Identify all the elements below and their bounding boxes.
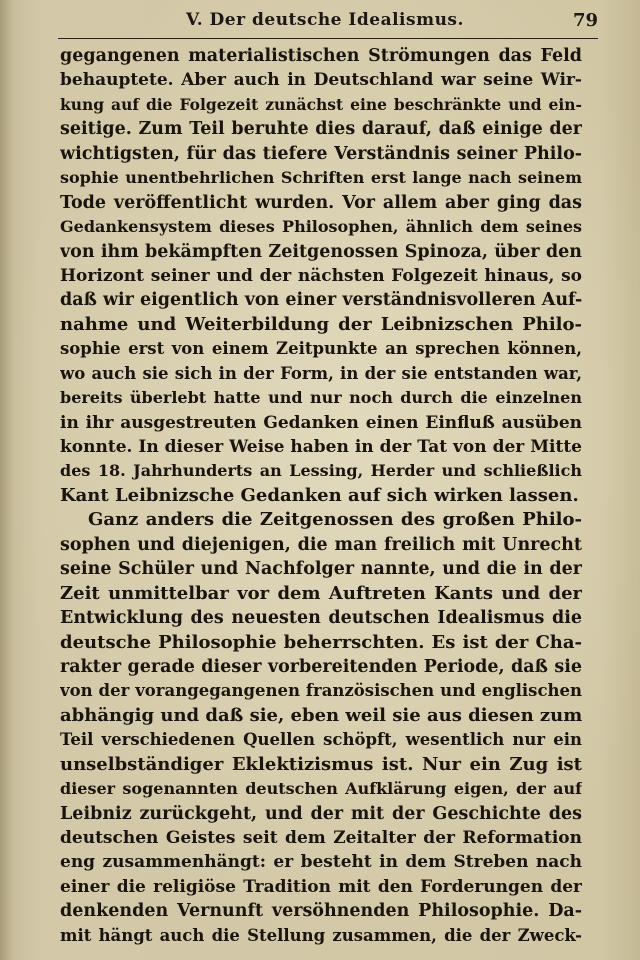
text-line: sophie unentbehrlichen Schriften erst lange nach seinem	[60, 168, 582, 188]
text-line: wo auch sie sich in der Form, in der sie entstanden war,	[60, 363, 582, 383]
text-line: kung auf die Folgezeit zunächst eine beschränkte und ein-	[60, 94, 582, 114]
text-line: Teil verschiedenen Quellen schöpft, wesentlich nur ein	[60, 730, 582, 750]
text-line: wichtigsten, für das tiefere Verständnis seiner Philo-	[60, 143, 582, 164]
text-line: sophie erst von einem Zeitpunkte an sprechen können,	[60, 339, 582, 359]
text-line: mit hängt auch die Stellung zusammen, die der Zweck-	[60, 925, 582, 945]
text-line: einer die religiöse Tradition mit den Forderungen der	[60, 876, 582, 897]
text-line: seine Schüler und Nachfolger nannte, und die in der	[60, 559, 582, 580]
text-line: von der vorangegangenen französischen und englischen	[60, 681, 582, 701]
paragraph-1	[60, 44, 582, 508]
section-title: V. Der deutsche Idealismus.	[186, 10, 464, 30]
text-line: rakter gerade dieser vorbereitenden Periode, daß sie	[60, 656, 582, 677]
text-line: bereits überlebt hatte und nur noch durch die einzelnen	[60, 388, 582, 408]
text-line: Kant Leibnizsche Gedanken auf sich wirken lassen.	[60, 484, 579, 506]
text-line: Gedankensystem dieses Philosophen, ähnlich dem seines	[60, 217, 582, 237]
text-line: sophen und diejenigen, die man freilich mit Unrecht	[60, 534, 582, 555]
header-rule	[58, 38, 598, 39]
text-line: abhängig und daß sie, eben weil sie aus diesen zum	[60, 704, 582, 726]
text-line: nahme und Weiterbildung der Leibnizschen Philo-	[60, 313, 582, 335]
running-header	[58, 8, 598, 32]
text-line: Zeit unmittelbar vor dem Auftreten Kants und der	[60, 582, 582, 604]
text-line: eng zusammenhängt: er besteht in dem Streben nach	[60, 852, 582, 873]
text-line: in ihr ausgestreuten Gedanken einen Einfluß ausüben	[60, 412, 582, 433]
text-line: seitige. Zum Teil beruhte dies darauf, daß einige der	[60, 119, 582, 140]
text-line: Ganz anders die Zeitgenossen des großen Philo-	[88, 509, 582, 531]
text-line: gegangenen materialistischen Strömungen das Feld	[60, 46, 582, 66]
text-line: des 18. Jahrhunderts an Lessing, Herder und schließlich	[60, 461, 582, 481]
body-text	[60, 44, 582, 948]
text-line: Tode veröffentlicht wurden. Vor allem aber ging das	[60, 192, 582, 213]
page-number: 79	[572, 10, 598, 31]
text-line: deutschen Geistes seit dem Zeitalter der Reformation	[60, 828, 582, 848]
text-line: unselbständiger Eklektizismus ist. Nur ein Zug ist	[60, 753, 582, 775]
text-line: daß wir eigentlich von einer verständnisvolleren Auf-	[60, 290, 582, 311]
text-line: dieser sogenannten deutschen Aufklärung eigen, der auf	[60, 779, 582, 799]
text-line: konnte. In dieser Weise haben in der Tat von der Mitte	[60, 437, 582, 457]
text-line: denkenden Vernunft versöhnenden Philosophie. Da-	[60, 901, 582, 922]
text-line: Entwicklung des neuesten deutschen Idealismus die	[60, 608, 582, 629]
text-line: Leibniz zurückgeht, und der mit der Geschichte des	[60, 803, 582, 824]
paragraph-2	[60, 508, 582, 948]
text-line: behauptete. Aber auch in Deutschland war seine Wir-	[60, 70, 582, 91]
text-line: deutsche Philosophie beherrschten. Es ist der Cha-	[60, 631, 582, 653]
text-line: Horizont seiner und der nächsten Folgezeit hinaus, so	[60, 265, 582, 286]
text-line: von ihm bekämpften Zeitgenossen Spinoza, über den	[60, 241, 582, 262]
